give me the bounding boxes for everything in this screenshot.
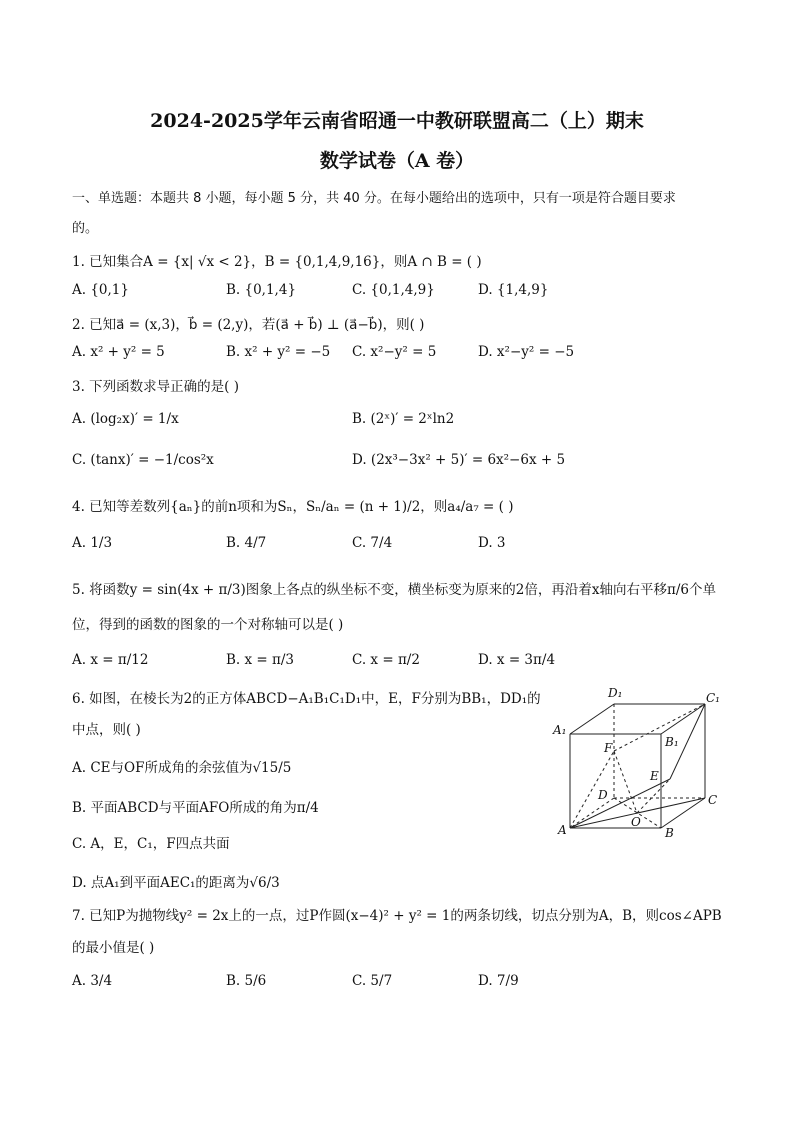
question-4-stem: 4. 已知等差数列{aₙ}的前n项和为Sₙ，Sₙ/aₙ = (n + 1)/2，则a₄/a₇ = ( ) — [72, 499, 514, 515]
q3-option-a: A. (log₂x)′ = 1/x — [72, 411, 179, 427]
q6-option-a: A. CE与OF所成角的余弦值为√15/5 — [72, 760, 292, 776]
q2-option-a: A. x² + y² = 5 — [72, 344, 165, 360]
question-7-stem-cont: 的最小值是( ) — [72, 940, 155, 956]
q2-option-c: C. x²−y² = 5 — [352, 344, 437, 360]
q1-option-b: B. {0,1,4} — [226, 282, 297, 298]
question-7-stem: 7. 已知P为抛物线y² = 2x上的一点，过P作圆(x−4)² + y² = 1的两条切线，切点分别为A，B，则cos∠APB — [72, 908, 722, 924]
cube-figure — [548, 684, 728, 844]
label-b: B — [665, 826, 674, 840]
label-c: C — [708, 793, 718, 807]
exam-subtitle: 数学试卷（A 卷） — [319, 150, 475, 172]
q1-option-d: D. {1,4,9} — [478, 282, 549, 298]
q3-option-c: C. (tanx)′ = −1/cos²x — [72, 452, 214, 468]
q5-option-a: A. x = π/12 — [72, 652, 149, 668]
question-2-stem: 2. 已知a⃗ = (x,3)，b⃗ = (2,y)，若(a⃗ + b⃗) ⊥ (a⃗−b⃗)，则( ) — [72, 317, 425, 333]
label-a: A — [558, 823, 567, 837]
q5-option-c: C. x = π/2 — [352, 652, 420, 668]
q7-option-d: D. 7/9 — [478, 973, 519, 989]
q1-option-a: A. {0,1} — [72, 282, 129, 298]
q7-option-a: A. 3/4 — [72, 973, 113, 989]
q6-option-b: B. 平面ABCD与平面AFO所成的角为π/4 — [72, 800, 319, 816]
q5-option-d: D. x = 3π/4 — [478, 652, 556, 668]
q2-option-b: B. x² + y² = −5 — [226, 344, 331, 360]
section-instructions: 一、单选题：本题共 8 小题，每小题 5 分，共 40 分。在每小题给出的选项中，只有一项是符合题目要求 — [72, 191, 676, 206]
q4-option-d: D. 3 — [478, 535, 506, 551]
q4-option-c: C. 7/4 — [352, 535, 393, 551]
q4-option-b: B. 4/7 — [226, 535, 267, 551]
section-instructions-cont: 的。 — [72, 221, 99, 236]
q3-option-d: D. (2x³−3x² + 5)′ = 6x²−6x + 5 — [352, 452, 566, 468]
q7-option-c: C. 5/7 — [352, 973, 393, 989]
q6-option-d: D. 点A₁到平面AEC₁的距离为√6/3 — [72, 875, 280, 891]
q2-option-d: D. x²−y² = −5 — [478, 344, 575, 360]
label-c1: C₁ — [706, 691, 720, 705]
label-d1: D₁ — [608, 686, 623, 700]
question-5-stem: 5. 将函数y = sin(4x + π/3)图象上各点的纵坐标不变，横坐标变为原来的2倍，再沿着x轴向右平移π/6个单 — [72, 582, 716, 598]
q7-option-b: B. 5/6 — [226, 973, 267, 989]
label-f: F — [604, 741, 613, 755]
question-5-stem-cont: 位，得到的函数的图象的一个对称轴可以是( ) — [72, 617, 344, 633]
q1-option-c: C. {0,1,4,9} — [352, 282, 435, 298]
q6-option-c: C. A，E，C₁，F四点共面 — [72, 836, 230, 852]
label-e: E — [650, 769, 659, 783]
question-1-stem: 1. 已知集合A = {x| √x < 2}，B = {0,1,4,9,16}，则A ∩ B = ( ) — [72, 254, 482, 270]
label-o: O — [631, 815, 641, 829]
q3-option-b: B. (2ˣ)′ = 2ˣln2 — [352, 411, 455, 427]
question-3-stem: 3. 下列函数求导正确的是( ) — [72, 379, 239, 395]
question-6-stem-cont: 中点，则( ) — [72, 722, 141, 738]
q4-option-a: A. 1/3 — [72, 535, 113, 551]
question-6-stem: 6. 如图，在棱长为2的正方体ABCD−A₁B₁C₁D₁中，E，F分别为BB₁，DD₁的 — [72, 691, 541, 707]
exam-title: 2024-2025学年云南省昭通一中教研联盟高二（上）期末 — [150, 110, 644, 132]
label-b1: B₁ — [665, 735, 679, 749]
label-a1: A₁ — [553, 723, 567, 737]
label-d: D — [598, 788, 608, 802]
q5-option-b: B. x = π/3 — [226, 652, 295, 668]
